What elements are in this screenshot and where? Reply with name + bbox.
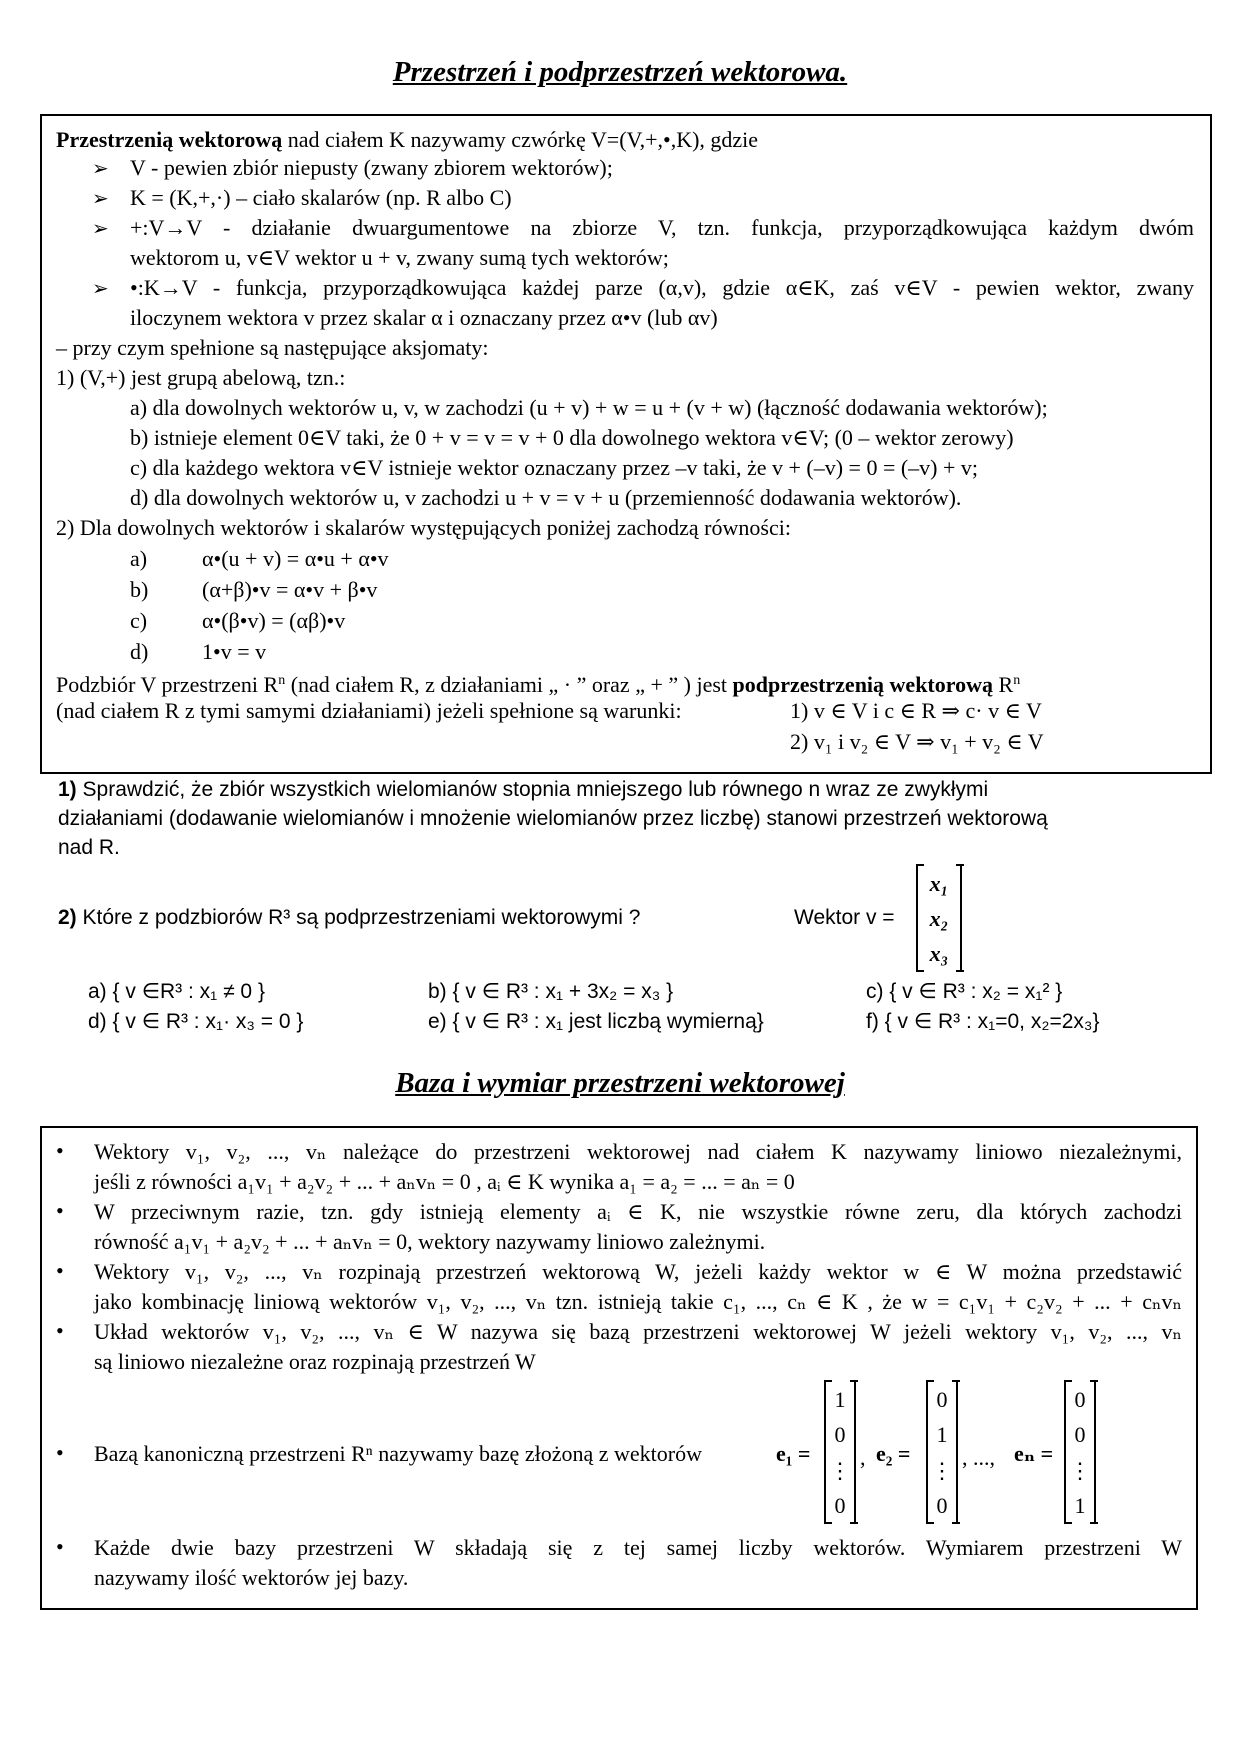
e2-label: e₂ =: [876, 1441, 911, 1466]
matrix-entry: ⋮: [1069, 1457, 1091, 1483]
ellipsis: , ...,: [962, 1445, 995, 1470]
matrix-entry: 1: [834, 1386, 846, 1412]
axiom-1c: c) dla każdego wektora v∈V istnieje wektor oznaczany przez –v taki, że v + (–v) = 0 = (–v) + v;: [130, 455, 979, 480]
basis-point-2-line2: równość a₁v₁ + a₂v₂ + ... + aₙvₙ = 0, wektory nazywamy liniowo zależnymi.: [94, 1229, 766, 1254]
bracket-serif: [952, 1380, 960, 1382]
basis-point-1-line1: Wektory v₁, v₂, ..., vₙ należące do przestrzeni wektorowej nad ciałem K nazywamy liniowo niezależnymi,: [94, 1139, 1182, 1164]
axioms-intro: – przy czym spełnione są następujące aksjomaty:: [56, 335, 489, 360]
matrix-entry: 1: [936, 1422, 948, 1448]
bracket-serif: [926, 1522, 934, 1524]
matrix-entry: 0: [1074, 1422, 1086, 1448]
section-title-vector-space: Przestrzeń i podprzestrzeń wektorowa.: [392, 56, 848, 88]
e2-matrix: [926, 1382, 958, 1524]
axiom-2a-label: a): [130, 546, 148, 571]
vector-v-label: Wektor v =: [794, 906, 895, 929]
axiom-2b-label: b): [130, 577, 149, 602]
en-label: eₙ =: [1014, 1441, 1054, 1466]
axiom-2c-label: c): [130, 608, 148, 633]
axiom-2d-label: d): [130, 639, 149, 664]
bracket-serif: [850, 1522, 858, 1524]
basis-point-5: Bazą kanoniczną przestrzeni Rⁿ nazywamy bazę złożoną z wektorów: [94, 1441, 702, 1466]
definition-intro: Przestrzenią wektorową nad ciałem K nazywamy czwórkę V=(V,+,•,K), gdzie: [56, 127, 759, 152]
bracket-serif: [1064, 1380, 1072, 1382]
basis-point-4-line1: Układ wektorów v₁, v₂, ..., vₙ ∈ W nazywa się bazą przestrzeni wektorowej W jeżeli wektory v₁, v₂, ..., vₙ: [94, 1319, 1182, 1344]
arrow-bullet-icon: ➢: [92, 158, 109, 180]
bracket-serif: [824, 1380, 832, 1382]
axiom-1a: a) dla dowolnych wektorów u, v, w zachodzi (u + v) + w = u + (v + w) (łączność dodawania wektorów);: [130, 395, 1048, 420]
matrix-entry: ⋮: [829, 1457, 851, 1483]
def-item-2: K = (K,+,·) – ciało skalarów (np. R albo C): [130, 185, 512, 210]
exercise-1-line3: nad R.: [58, 836, 120, 859]
subspace-condition-2: 2) v₁ i v₂ ∈ V ⇒ v₁ + v₂ ∈ V: [790, 729, 1044, 754]
bracket-serif: [916, 970, 924, 972]
e1-matrix: [824, 1382, 856, 1524]
axiom-1b: b) istnieje element 0∈V taki, że 0 + v = v = v + 0 dla dowolnego wektora v∈V; (0 – wektor zerowy): [130, 425, 1014, 450]
matrix-entry: 0: [1074, 1386, 1086, 1412]
arrow-bullet-icon: ➢: [92, 188, 109, 210]
en-matrix: [1064, 1382, 1096, 1524]
matrix-entry: 0: [834, 1493, 846, 1519]
option-c: c) { v ∈ R³ : x₂ = x₁² }: [866, 980, 1063, 1003]
option-f: f) { v ∈ R³ : x₁=0, x₂=2x₃}: [866, 1010, 1100, 1033]
basis-point-2-line1: W przeciwnym razie, tzn. gdy istnieją elementy aᵢ ∈ K, nie wszystkie równe zeru, dla których zachodzi: [94, 1199, 1182, 1224]
exercise-1-line1: 1) Sprawdzić, że zbiór wszystkich wielomianów stopnia mniejszego lub równego n wraz ze zwykłymi: [58, 778, 989, 801]
exercise-1-line2: działaniami (dodawanie wielomianów i mnożenie wielomianów przez liczbę) stanowi przestrzeń wektorową: [58, 807, 1048, 830]
bullet-icon: •: [56, 1198, 64, 1223]
bracket-serif: [956, 864, 964, 866]
subspace-condition-1: 1) v ∈ V i c ∈ R ⇒ c· v ∈ V: [790, 698, 1042, 723]
basis-point-1-line2: jeśli z równości a₁v₁ + a₂v₂ + ... + aₙvₙ = 0 , aᵢ ∈ K wynika a₁ = a₂ = ... = aₙ = 0: [94, 1169, 795, 1194]
bracket-serif: [850, 1380, 858, 1382]
matrix-entry: 0: [936, 1386, 948, 1412]
axiom-2b-formula: (α+β)•v = α•v + β•v: [202, 577, 378, 602]
vector-entry: x₃: [929, 941, 949, 967]
e1-label: e₁ =: [776, 1441, 811, 1466]
bullet-icon: •: [56, 1138, 64, 1163]
axiom-2c-formula: α•(β•v) = (αβ)•v: [202, 608, 346, 633]
option-e: e) { v ∈ R³ : x₁ jest liczbą wymierną}: [428, 1010, 764, 1033]
matrix-entry: 0: [834, 1422, 846, 1448]
option-d: d) { v ∈ R³ : x₁· x₃ = 0 }: [88, 1010, 304, 1033]
bullet-icon: •: [56, 1534, 64, 1559]
bracket-serif: [1090, 1380, 1098, 1382]
matrix-entry: 0: [936, 1493, 948, 1519]
exercise-2-question: 2) Które z podzbiorów R³ są podprzestrzeniami wektorowymi ?: [58, 906, 641, 929]
subspace-definition: Podzbiór V przestrzeni $R^n$ (nad ciałem R, z działaniami „ · ” oraz „ + ” ) jest podprzestrzenią wektorową $R^n$: [56, 672, 1021, 697]
option-a: a) { v ∈R³ : x₁ ≠ 0 }: [88, 980, 265, 1003]
basis-point-3-line2: jako kombinację liniową wektorów v₁, v₂, ..., vₙ tzn. istnieją takie c₁, ..., cₙ ∈ K , że w = c₁v₁ + c₂v₂ + ... + cₙvₙ: [94, 1289, 1182, 1314]
matrix-entry: ⋮: [931, 1457, 953, 1483]
vector-entry: x₁: [929, 870, 949, 896]
basis-point-3-line1: Wektory v₁, v₂, ..., vₙ rozpinają przestrzeń wektorową W, jeżeli każdy wektor w ∈ W można przedstawić: [94, 1259, 1182, 1284]
def-item-3-line1: +:V→V - działanie dwuargumentowe na zbiorze V, tzn. funkcja, przyporządkowująca każdym dwóm: [130, 215, 1194, 240]
subspace-definition-cont: (nad ciałem R z tymi samymi działaniami) jeżeli spełnione są warunki:: [56, 698, 682, 723]
bracket-serif: [1064, 1522, 1072, 1524]
bracket-serif: [952, 1522, 960, 1524]
axiom-2d-formula: 1•v = v: [202, 639, 267, 664]
bullet-icon: •: [56, 1440, 64, 1465]
bracket-serif: [926, 1380, 934, 1382]
def-item-4-line2: iloczynem wektora v przez skalar α i oznaczany przez α•v (lub αv): [130, 305, 718, 330]
axiom-1: 1) (V,+) jest grupą abelową, tzn.:: [56, 365, 346, 390]
arrow-bullet-icon: ➢: [92, 218, 109, 240]
bracket-serif: [1090, 1522, 1098, 1524]
axiom-1d: d) dla dowolnych wektorów u, v zachodzi u + v = v + u (przemienność dodawania wektorów).: [130, 485, 962, 510]
arrow-bullet-icon: ➢: [92, 278, 109, 300]
bracket-serif: [916, 864, 924, 866]
def-item-3-line2: wektorom u, v∈V wektor u + v, zwany sumą tych wektorów;: [130, 245, 669, 270]
def-item-4-line1: •:K→V - funkcja, przyporządkowująca każdej parze (α,v), gdzie α∈K, zaś v∈V - pewien wektor, zwany: [130, 275, 1194, 300]
comma: ,: [860, 1445, 866, 1470]
bullet-icon: •: [56, 1258, 64, 1283]
section-title-basis-dimension: Baza i wymiar przestrzeni wektorowej: [395, 1067, 845, 1099]
matrix-entry: 1: [1074, 1493, 1086, 1519]
vector-v-matrix: [916, 866, 962, 972]
option-b: b) { v ∈ R³ : x₁ + 3x₂ = x₃ }: [428, 980, 674, 1003]
basis-point-6-line1: Każde dwie bazy przestrzeni W składają się z tej samej liczby wektorów. Wymiarem przestrzeni W: [94, 1535, 1182, 1560]
def-item-1: V - pewien zbiór niepusty (zwany zbiorem wektorów);: [130, 155, 613, 180]
bracket-serif: [956, 970, 964, 972]
basis-point-6-line2: nazywamy ilość wektorów jej bazy.: [94, 1565, 409, 1590]
vector-entry: x₂: [929, 905, 949, 931]
bracket-serif: [824, 1522, 832, 1524]
basis-point-4-line2: są liniowo niezależne oraz rozpinają przestrzeń W: [94, 1349, 536, 1374]
axiom-2: 2) Dla dowolnych wektorów i skalarów występujących poniżej zachodzą równości:: [56, 515, 791, 540]
bullet-icon: •: [56, 1318, 64, 1343]
axiom-2a-formula: α•(u + v) = α•u + α•v: [202, 546, 389, 571]
